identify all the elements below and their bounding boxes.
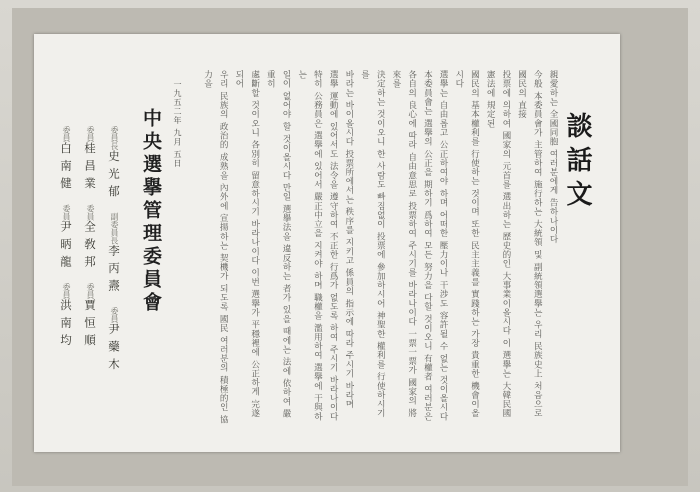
document-title: 談話文 xyxy=(562,112,592,214)
document-sheet xyxy=(34,34,620,452)
body-line: 決定하는 것이오니 한 사람도 빠짐없이 投票에 參加하시어 神聖한 權利를 行使하시기를 xyxy=(359,70,386,418)
member-column xyxy=(54,126,78,452)
body-line: 親愛하는 全國同胞 여러분에게 告하나이다 xyxy=(548,70,558,244)
issue-date: 一九五二年 九月 五日 xyxy=(173,80,182,169)
member-name: 史光郁 xyxy=(107,150,121,203)
member-role: 委員 xyxy=(86,126,95,142)
member-role: 委員 xyxy=(86,204,95,221)
member-column xyxy=(78,126,102,452)
committee-name: 中央選擧管理委員會 xyxy=(140,108,162,315)
body-line: 우리 民族의 政治的 成熟을 內外에 宣揚하는 契機가 되도록 國民 여러분의 積極的인 協力을 xyxy=(202,70,229,425)
member-name: 尹昞龍 xyxy=(59,220,73,273)
member-role: 副委員長 xyxy=(110,212,119,245)
member-list xyxy=(54,126,126,452)
document-body xyxy=(200,70,560,426)
member-name: 全敎邦 xyxy=(83,220,97,273)
member-name: 尹藥木 xyxy=(107,323,121,376)
member-name: 李丙燾 xyxy=(107,244,121,297)
member-name: 洪南均 xyxy=(59,299,73,352)
member-role: 委員 xyxy=(86,283,95,299)
member-role: 委員 xyxy=(62,204,71,221)
body-line: 特히 公務員은 選擧에 있어서 嚴正中立을 지켜야 하며 職權을 濫用하여 選擧에 干與하는 xyxy=(296,70,323,421)
body-line: 選擧는 自由롭고 公正하여야 하며 어떠한 壓力이나 干涉도 容許될 수 없는 것이올시다 xyxy=(438,70,449,421)
body-line: 處斷할 것이오니 各別히 留意하시기 바라나이다 이번 選擧가 平穩裡에 公正하게 完遂되어 xyxy=(233,70,260,418)
member-role: 委員 xyxy=(62,283,71,299)
member-role: 委員 xyxy=(110,307,119,323)
body-line: 國民의 基本權利를 行使하는 것이며 또한 民主主義를 實踐하는 가장 貴重한 機會이올시다 xyxy=(453,70,480,418)
body-line: 各自의 良心에 따라 自由意思로 投票하여 주시기를 바라나이다 一票一票가 國家의 將來를 xyxy=(390,70,417,418)
body-line: 일이 없어야 할 것이올시다 만일 選擧法을 違反하는 者가 있을 때에는 法에 依하여 嚴重히 xyxy=(265,70,292,419)
member-column xyxy=(102,126,126,452)
body-line: 今般 本委員會가 主管하여 施行하는 大統領 및 副統領選擧는 우리 民族史上 처음으로 國民의 直接 xyxy=(516,70,543,418)
member-role: 委員 xyxy=(62,126,71,142)
body-line: 바라는 바이올시다 投票所에서는 秩序를 지키고 係員의 指示에 따라 주시기 바라며 xyxy=(343,70,354,409)
body-line: 投票에 의하여 國家의 元首를 選出하는 歷史的인 大事業이올시다 이 選擧는 大韓民國 憲法에 規定된 xyxy=(485,70,511,418)
member-name: 桂昌業 xyxy=(83,142,97,195)
member-name: 白南健 xyxy=(59,142,73,195)
body-line: 本委員會는 選擧의 公正을 期하기 爲하여 모든 努力을 다할 것이오니 有權者 여러분은 xyxy=(422,70,433,421)
member-name: 賈恒順 xyxy=(83,299,97,352)
member-role: 委員長 xyxy=(110,126,119,150)
body-line: 選擧 運動에 있어서도 法令을 遵守하여 不正한 行爲가 없도록 하여 주시기 바라나이다 xyxy=(328,70,339,421)
